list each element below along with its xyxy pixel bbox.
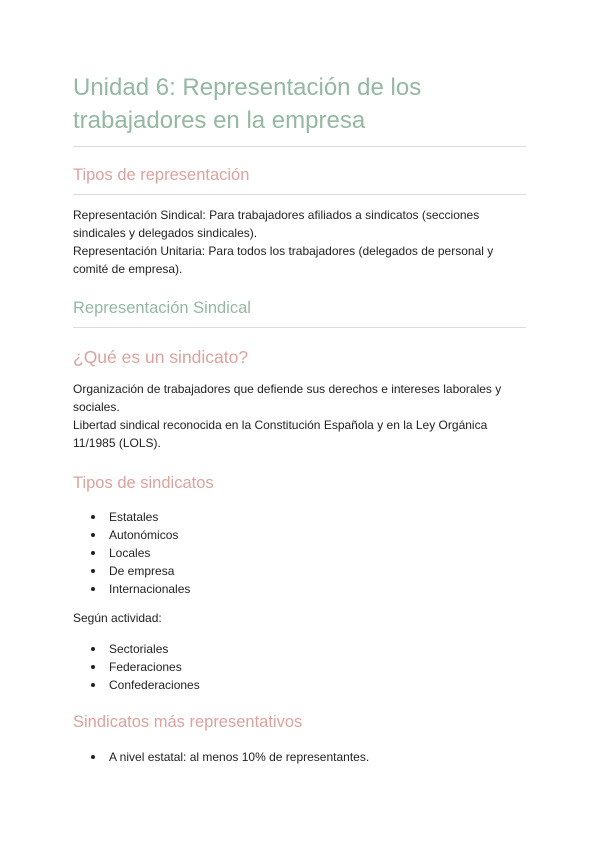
heading-mas-representativos: Sindicatos más representativos <box>73 713 303 731</box>
list-item: Sectoriales <box>73 640 200 658</box>
paragraph: Libertad sindical reconocida en la Constitución Española y en la Ley Orgánica 11/1985 (LOLS). <box>73 418 488 450</box>
tipos-representacion-text <box>73 206 523 278</box>
tipos-sindicatos-list <box>73 508 190 598</box>
heading-que-es-sindicato: ¿Qué es un sindicato? <box>73 347 249 367</box>
segun-actividad-label: Según actividad: <box>73 611 162 625</box>
list-item: A nivel estatal: al menos 10% de representantes. <box>73 748 369 766</box>
segun-actividad-list <box>73 640 200 694</box>
list-item: De empresa <box>73 562 190 580</box>
paragraph: Representación Unitaria: Para todos los trabajadores (delegados de personal y comité de empresa). <box>73 244 494 276</box>
title-divider <box>73 146 526 147</box>
list-item: Confederaciones <box>73 676 200 694</box>
mas-representativos-list <box>73 748 369 766</box>
que-es-sindicato-text <box>73 380 523 452</box>
heading-tipos-sindicatos: Tipos de sindicatos <box>73 474 214 492</box>
list-item: Federaciones <box>73 658 200 676</box>
paragraph: Organización de trabajadores que defiende sus derechos e intereses laborales y sociales. <box>73 382 502 414</box>
list-item: Estatales <box>73 508 190 526</box>
list-item: Locales <box>73 544 190 562</box>
section-divider <box>73 194 526 195</box>
page-title: Unidad 6: Representación de los trabajadores en la empresa <box>73 74 422 134</box>
list-item: Autonómicos <box>73 526 190 544</box>
list-item: Internacionales <box>73 580 190 598</box>
paragraph: Representación Sindical: Para trabajadores afiliados a sindicatos (secciones sindicales y delegados sindicales). <box>73 208 480 240</box>
heading-representacion-sindical: Representación Sindical <box>73 299 251 317</box>
section-divider <box>73 327 526 328</box>
heading-tipos-representacion: Tipos de representación <box>73 166 250 184</box>
